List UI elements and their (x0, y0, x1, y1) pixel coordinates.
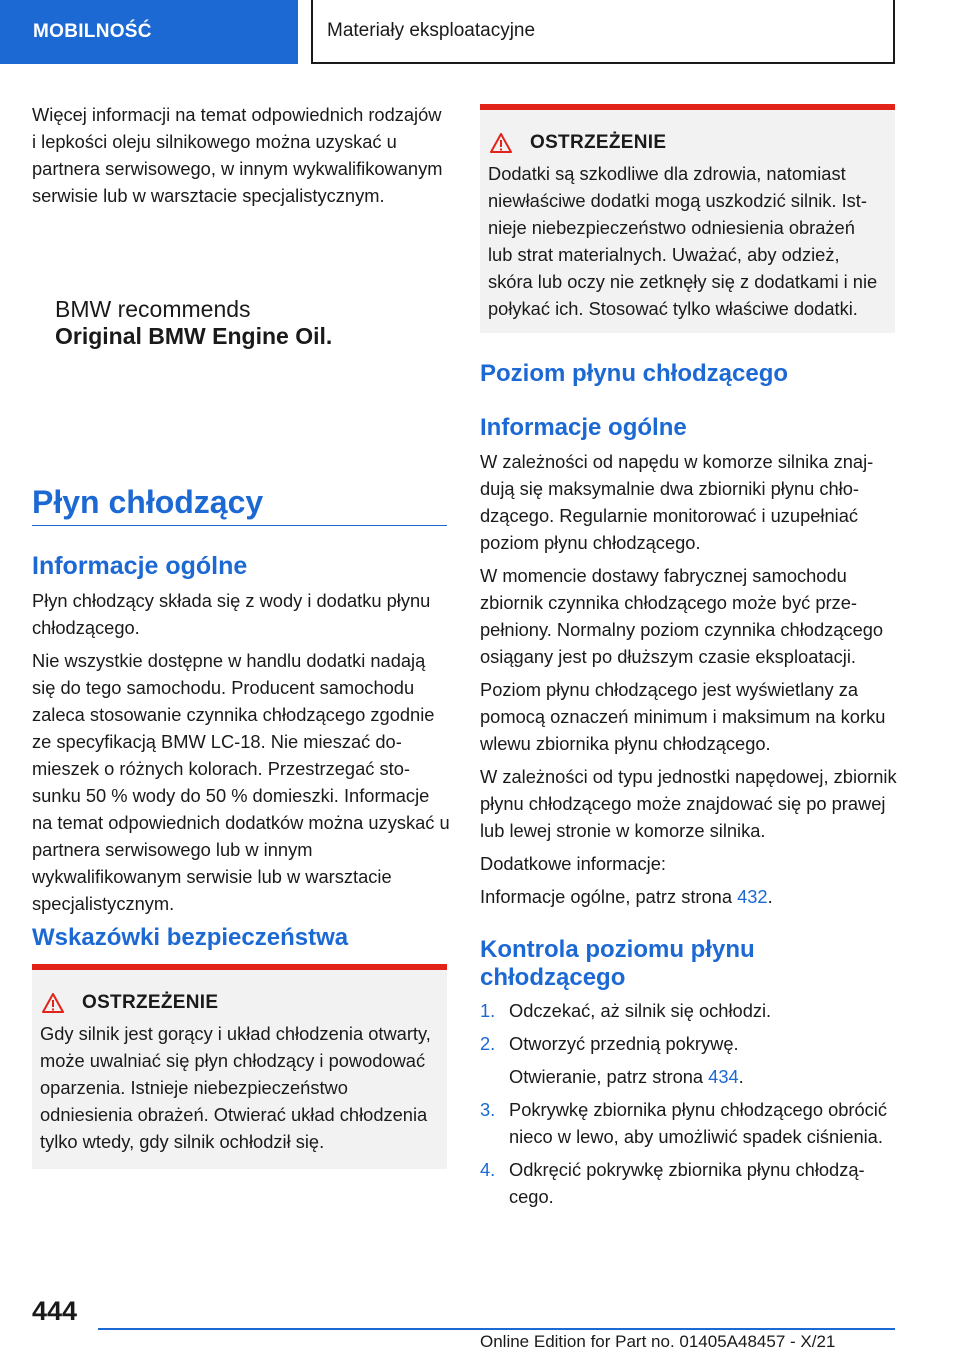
warning-label-left: OSTRZEŻENIE (82, 992, 219, 1013)
ref-end-432: . (767, 886, 773, 907)
step-text: Odczekać, aż silnik się ochłodzi. (509, 1000, 772, 1021)
intro-paragraph: Więcej informacji na temat odpowiednich rodzajów i lepkości oleju silnikowego można uzyskać u partnera serwisowego, w innym wykwalifikowanym serwisie lub w warsztacie specjalistycznym. (32, 104, 443, 206)
step-2-subtext: Otwieranie, patrz strona 434. (509, 1066, 744, 1087)
right-paragraph-3: Poziom płynu chłodzącego jest wyświetlany za pomocą oznaczeń minimum i maksimum na korku wlewu zbiornika płynu chłodzącego. (480, 679, 886, 754)
check-level-heading: Kontrola poziomu płynu chłodzącego (480, 936, 755, 991)
page-link-432[interactable]: 432 (737, 886, 768, 907)
step-text: Otworzyć przednią pokrywę. (509, 1033, 739, 1054)
footer-edition: Online Edition for Part no. 01405A48457 - X/21 (480, 1332, 836, 1351)
page-link-434[interactable]: 434 (708, 1066, 739, 1087)
left-paragraph-2: Nie wszystkie dostępne w handlu dodatki nadają się do tego samochodu. Producent samochodu zaleca stosowanie czynnika chłodzącego zgodnie ze specyfikacją BMW LC-18. Nie mieszać domieszek o różnych kolorach. Przestrzegać stosunku 50 % wody do 50 % domieszki. Informacje na temat odpowiednich dodatków można uzyskać u partnera serwisowego lub w innym wykwalifikowanym serwisie lub w warsztacie specjalistycznym. (32, 650, 450, 914)
warning-box-right (480, 104, 895, 333)
step-number: 1. (480, 1000, 496, 1021)
step-number: 3. (480, 1099, 496, 1120)
warning-header-right (488, 132, 881, 154)
step-number: 2. (480, 1033, 496, 1054)
step-2 (480, 1030, 898, 1057)
chapter-tab (0, 0, 298, 64)
left-paragraph-1: Płyn chłodzący składa się z wody i dodatku płynu chłodzącego. (32, 590, 431, 638)
coolant-title: Płyn chłodzący (32, 484, 264, 520)
logo-line-2: Original BMW Engine Oil. (55, 323, 333, 349)
safety-heading: Wskazówki bezpieczeństwa (32, 924, 349, 951)
general-info-heading-left: Informacje ogólne (32, 552, 248, 580)
step-4 (480, 1156, 898, 1210)
footer-rule (98, 1328, 895, 1330)
section-tab (311, 0, 895, 64)
right-paragraph-1: W zależności od napędu w komorze silnika znajdują się maksymalnie dwa zbiorniki płynu chłodzącego. Regularnie monitorować i uzupełniać poziom płynu chłodzącego. (480, 451, 874, 553)
left-body (32, 587, 450, 923)
title-underline (32, 525, 447, 526)
step-2-sub (480, 1063, 898, 1090)
chapter-label: MOBILNOŚĆ (33, 21, 152, 42)
warning-text-left: Gdy silnik jest gorący i układ chłodzenia otwarty, może uwalniać się płyn chłodzący i powodować oparzenia. Istnieje niebezpieczeństwo odniesienia obrażeń. Otwierać układ chłodzenia tylko wtedy, gdy silnik ochłodził się. (40, 1023, 431, 1152)
warning-text-right: Dodatki są szkodliwe dla zdrowia, natomiast niewłaściwe dodatki mogą uszkodzić silnik. Istnieje niebezpieczeństwo odniesienia obrażeń lub strat materialnych. Uważać, aby odzież, skóra lub oczy nie zetknęły się z dodatkami i nie połykać ich. Stosować tylko właściwe dodatki. (488, 163, 878, 319)
section-label: Materiały eksploatacyjne (327, 20, 536, 41)
page-number: 444 (32, 1296, 78, 1326)
right-paragraph-6 (480, 883, 898, 910)
warning-header-left (40, 992, 433, 1014)
step-3 (480, 1096, 898, 1150)
warning-triangle-icon (42, 993, 64, 1013)
warning-triangle-icon (490, 133, 512, 153)
step-number: 4. (480, 1159, 496, 1180)
right-paragraph-4: W zależności od typu jednostki napędowej, zbiornik płynu chłodzącego może znajdować się po prawej lub lewej stronie w komorze silnika. (480, 766, 897, 841)
step-text: Pokrywkę zbiornika płynu chłodzącego obrócić nieco w lewo, aby umożliwić spadek ciśnienia. (509, 1099, 888, 1147)
warning-box-left (32, 964, 447, 1169)
warning-label-right: OSTRZEŻENIE (530, 132, 667, 153)
right-body (480, 448, 898, 916)
general-info-heading-right: Informacje ogólne (480, 414, 687, 441)
step-text: Odkręcić pokrywkę zbiornika płynu chłodzącego. (509, 1159, 865, 1207)
steps-list (480, 997, 898, 1216)
coolant-level-heading: Poziom płynu chłodzącego (480, 360, 789, 387)
bmw-oil-logo (55, 296, 332, 350)
right-paragraph-2: W momencie dostawy fabrycznej samochodu zbiornik czynnika chłodzącego może być przepełniony. Normalny poziom czynnika chłodzącego osiągany jest po dłuższym czasie eksploatacji. (480, 565, 884, 667)
logo-line-1: BMW recommends (55, 296, 251, 322)
ref-text-432: Informacje ogólne, patrz strona (480, 886, 738, 907)
right-paragraph-5: Dodatkowe informacje: (480, 853, 666, 874)
step-1 (480, 997, 898, 1024)
